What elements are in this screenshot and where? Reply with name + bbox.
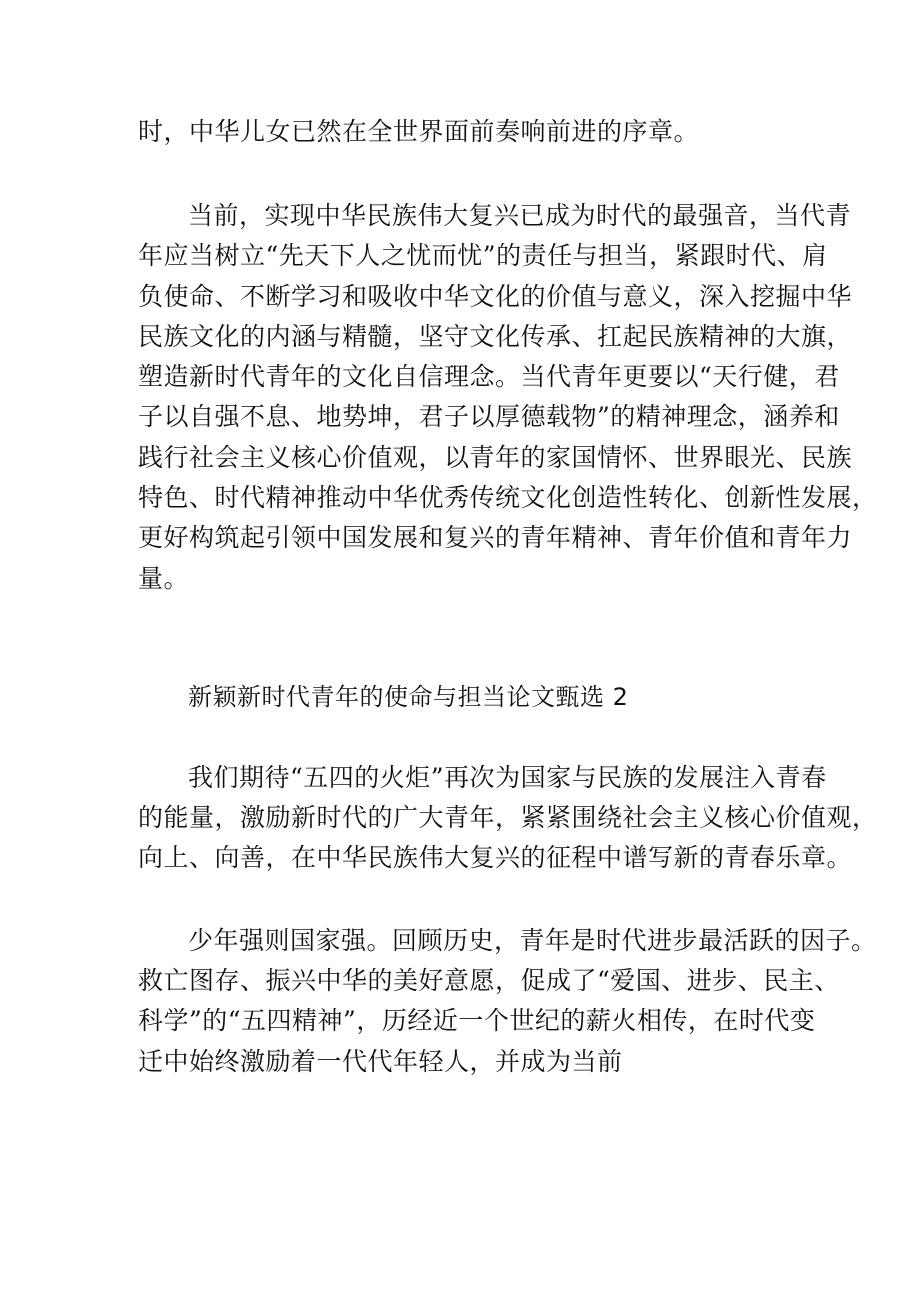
section-heading: 新颖新时代青年的使命与担当论文甄选 2 <box>188 683 629 711</box>
paragraph-line: 少年强则国家强。回顾历史，青年是时代进步最活跃的因子。 <box>188 926 877 955</box>
paragraph-line: 向上、向善，在中华民族伟大复兴的征程中谱写新的青春乐章。 <box>138 843 853 872</box>
paragraph-line: 迁中始终激励着一代代年轻人，并成为当前 <box>138 1047 623 1076</box>
paragraph-line: 当前，实现中华民族伟大复兴已成为时代的最强音，当代青 <box>188 201 852 230</box>
paragraph-line: 我们期待“五四的火炬”再次为国家与民族的发展注入青春 <box>188 763 827 792</box>
paragraph-line: 负使命、不断学习和吸收中华文化的价值与意义，深入挖掘中华 <box>138 282 853 311</box>
paragraph-line: 子以自强不息、地势坤，君子以厚德载物”的精神理念，涵养和 <box>138 402 840 431</box>
paragraph-line: 特色、时代精神推动中华优秀传统文化创造性转化、创新性发展， <box>138 483 878 512</box>
paragraph-line: 救亡图存、振兴中华的美好意愿，促成了“爱国、进步、民主、 <box>138 966 840 995</box>
paragraph-line: 年应当树立“先天下人之忧而忧”的责任与担当，紧跟时代、肩 <box>138 241 828 270</box>
paragraph-line: 时，中华儿女已然在全世界面前奏响前进的序章。 <box>138 117 700 146</box>
paragraph-line: 更好构筑起引领中国发展和复兴的青年精神、青年价值和青年力 <box>138 523 853 552</box>
paragraph-line: 民族文化的内涵与精髓，坚守文化传承、扛起民族精神的大旗， <box>138 322 853 351</box>
paragraph-line: 的能量，激励新时代的广大青年，紧紧围绕社会主义核心价值观， <box>138 803 878 832</box>
paragraph-line: 量。 <box>138 564 190 593</box>
paragraph-line: 科学”的“五四精神”，历经近一个世纪的薪火相传，在时代变 <box>138 1006 816 1035</box>
paragraph-line: 塑造新时代青年的文化自信理念。当代青年更要以“天行健，君 <box>138 362 840 391</box>
paragraph-line: 践行社会主义核心价值观，以青年的家国情怀、世界眼光、民族 <box>138 443 853 472</box>
